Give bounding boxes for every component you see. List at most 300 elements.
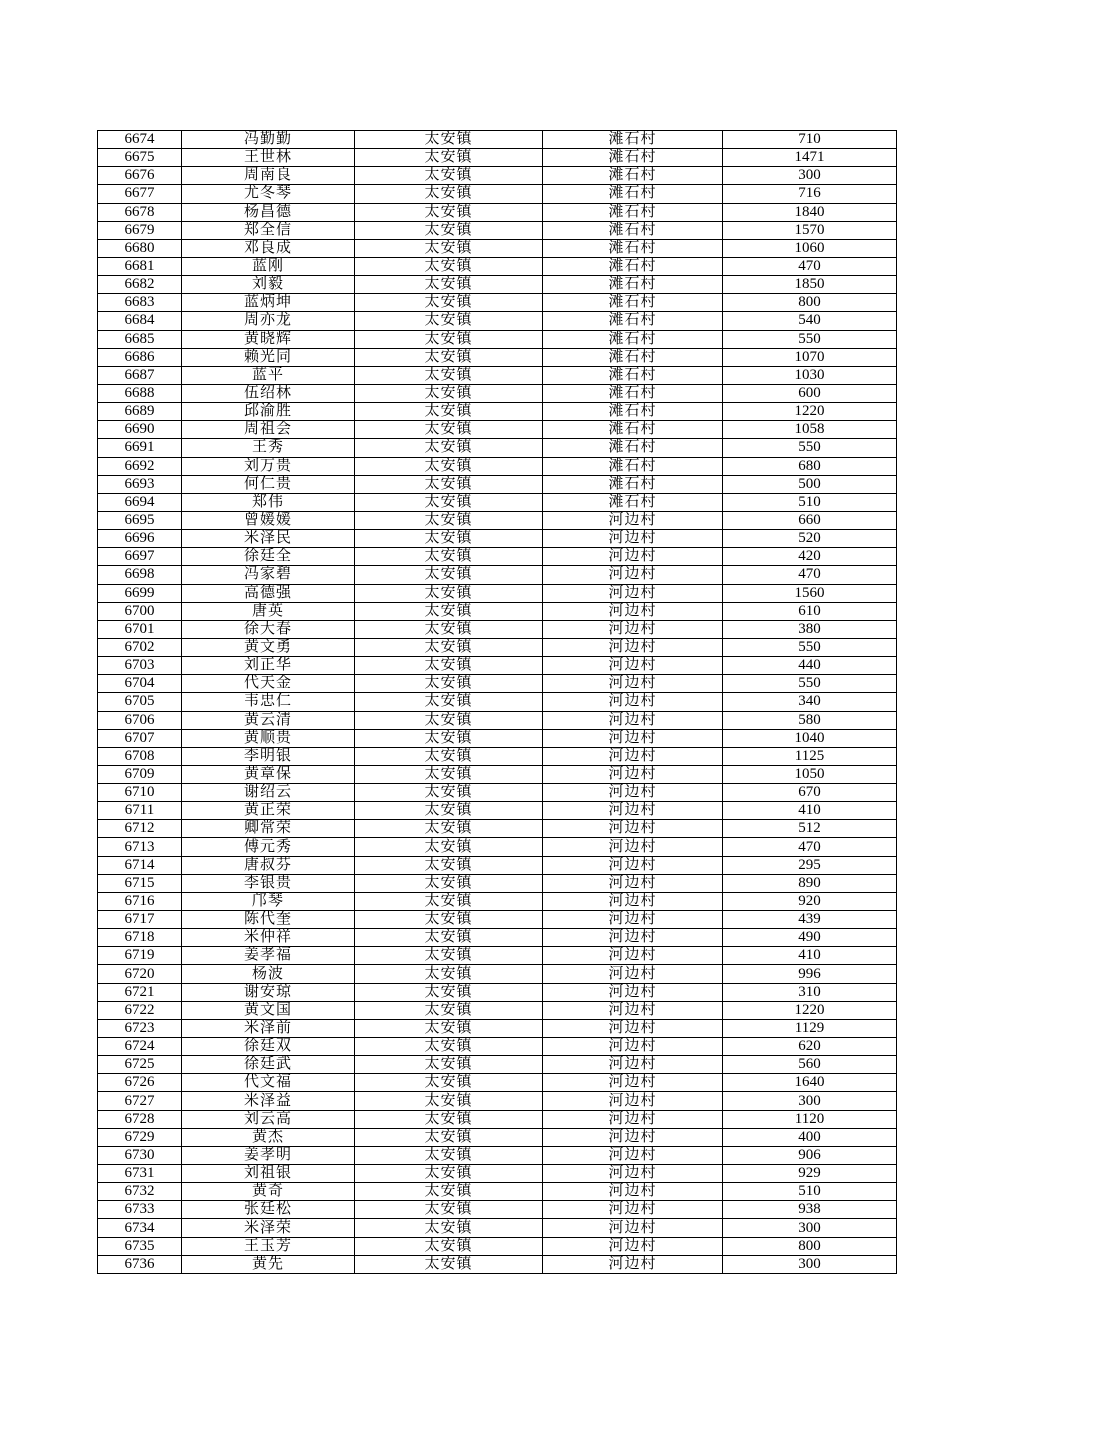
town-name: 太安镇	[355, 366, 543, 384]
village-name: 滩石村	[543, 366, 723, 384]
amount-value: 440	[723, 657, 897, 675]
village-name: 河边村	[543, 1183, 723, 1201]
amount-value: 295	[723, 856, 897, 874]
person-name: 刘万贵	[182, 457, 355, 475]
table-row	[98, 221, 897, 239]
village-name: 滩石村	[543, 185, 723, 203]
village-name: 河边村	[543, 1146, 723, 1164]
village-name: 河边村	[543, 911, 723, 929]
amount-value: 1060	[723, 239, 897, 257]
table-row	[98, 439, 897, 457]
amount-value: 512	[723, 820, 897, 838]
town-name: 太安镇	[355, 820, 543, 838]
town-name: 太安镇	[355, 1201, 543, 1219]
person-name: 米泽益	[182, 1092, 355, 1110]
table-row	[98, 675, 897, 693]
person-name: 姜孝福	[182, 947, 355, 965]
person-name: 刘毅	[182, 276, 355, 294]
town-name: 太安镇	[355, 1255, 543, 1273]
village-name: 河边村	[543, 548, 723, 566]
person-name: 王秀	[182, 439, 355, 457]
town-name: 太安镇	[355, 1128, 543, 1146]
village-name: 滩石村	[543, 257, 723, 275]
amount-value: 510	[723, 493, 897, 511]
amount-value: 996	[723, 965, 897, 983]
table-row	[98, 929, 897, 947]
town-name: 太安镇	[355, 566, 543, 584]
town-name: 太安镇	[355, 856, 543, 874]
village-name: 河边村	[543, 1201, 723, 1219]
person-name: 周南良	[182, 167, 355, 185]
amount-value: 620	[723, 1038, 897, 1056]
row-number: 6683	[98, 294, 182, 312]
village-name: 滩石村	[543, 149, 723, 167]
amount-value: 300	[723, 1255, 897, 1273]
person-name: 郑全信	[182, 221, 355, 239]
table-row	[98, 294, 897, 312]
amount-value: 490	[723, 929, 897, 947]
village-name: 河边村	[543, 1255, 723, 1273]
person-name: 徐廷双	[182, 1038, 355, 1056]
table-row	[98, 802, 897, 820]
row-number: 6681	[98, 257, 182, 275]
table-row	[98, 1038, 897, 1056]
person-name: 郑伟	[182, 493, 355, 511]
person-name: 韦忠仁	[182, 693, 355, 711]
village-name: 河边村	[543, 657, 723, 675]
person-name: 何仁贵	[182, 475, 355, 493]
amount-value: 1471	[723, 149, 897, 167]
person-name: 黄文国	[182, 1001, 355, 1019]
row-number: 6706	[98, 711, 182, 729]
person-name: 陈代奎	[182, 911, 355, 929]
village-name: 河边村	[543, 947, 723, 965]
person-name: 王世林	[182, 149, 355, 167]
row-number: 6707	[98, 729, 182, 747]
amount-value: 1129	[723, 1019, 897, 1037]
table-row	[98, 983, 897, 1001]
town-name: 太安镇	[355, 693, 543, 711]
row-number: 6679	[98, 221, 182, 239]
table-row	[98, 1110, 897, 1128]
person-name: 米仲祥	[182, 929, 355, 947]
table-row	[98, 602, 897, 620]
town-name: 太安镇	[355, 1219, 543, 1237]
table-row	[98, 693, 897, 711]
town-name: 太安镇	[355, 929, 543, 947]
person-name: 黄先	[182, 1255, 355, 1273]
person-name: 冯家碧	[182, 566, 355, 584]
village-name: 河边村	[543, 1128, 723, 1146]
row-number: 6723	[98, 1019, 182, 1037]
table-row	[98, 856, 897, 874]
amount-value: 580	[723, 711, 897, 729]
row-number: 6731	[98, 1165, 182, 1183]
village-name: 河边村	[543, 729, 723, 747]
town-name: 太安镇	[355, 131, 543, 149]
table-row	[98, 257, 897, 275]
amount-value: 1840	[723, 203, 897, 221]
row-number: 6703	[98, 657, 182, 675]
table-row	[98, 1255, 897, 1273]
amount-value: 550	[723, 638, 897, 656]
village-name: 河边村	[543, 1019, 723, 1037]
village-name: 河边村	[543, 1165, 723, 1183]
village-name: 滩石村	[543, 457, 723, 475]
person-name: 黄章保	[182, 765, 355, 783]
person-name: 米泽前	[182, 1019, 355, 1037]
village-name: 滩石村	[543, 421, 723, 439]
person-name: 唐叔芬	[182, 856, 355, 874]
person-name: 徐廷武	[182, 1056, 355, 1074]
village-name: 滩石村	[543, 294, 723, 312]
amount-value: 1125	[723, 747, 897, 765]
row-number: 6689	[98, 403, 182, 421]
town-name: 太安镇	[355, 1074, 543, 1092]
town-name: 太安镇	[355, 530, 543, 548]
row-number: 6736	[98, 1255, 182, 1273]
person-name: 王玉芳	[182, 1237, 355, 1255]
village-name: 河边村	[543, 965, 723, 983]
amount-value: 510	[723, 1183, 897, 1201]
row-number: 6733	[98, 1201, 182, 1219]
town-name: 太安镇	[355, 403, 543, 421]
table-row	[98, 348, 897, 366]
village-name: 滩石村	[543, 167, 723, 185]
table-row	[98, 566, 897, 584]
amount-value: 520	[723, 530, 897, 548]
row-number: 6697	[98, 548, 182, 566]
town-name: 太安镇	[355, 1056, 543, 1074]
person-name: 刘正华	[182, 657, 355, 675]
table-row	[98, 874, 897, 892]
person-name: 邓良成	[182, 239, 355, 257]
person-name: 杨昌德	[182, 203, 355, 221]
person-name: 张廷松	[182, 1201, 355, 1219]
table-row	[98, 330, 897, 348]
table-row	[98, 1183, 897, 1201]
town-name: 太安镇	[355, 1183, 543, 1201]
town-name: 太安镇	[355, 294, 543, 312]
town-name: 太安镇	[355, 874, 543, 892]
table-row	[98, 131, 897, 149]
person-name: 代天金	[182, 675, 355, 693]
table-row	[98, 892, 897, 910]
amount-value: 800	[723, 1237, 897, 1255]
village-name: 河边村	[543, 765, 723, 783]
village-name: 河边村	[543, 638, 723, 656]
amount-value: 1560	[723, 584, 897, 602]
village-name: 河边村	[543, 511, 723, 529]
row-number: 6730	[98, 1146, 182, 1164]
amount-value: 1030	[723, 366, 897, 384]
village-name: 河边村	[543, 584, 723, 602]
town-name: 太安镇	[355, 475, 543, 493]
row-number: 6709	[98, 765, 182, 783]
town-name: 太安镇	[355, 657, 543, 675]
row-number: 6725	[98, 1056, 182, 1074]
table-row	[98, 1201, 897, 1219]
row-number: 6726	[98, 1074, 182, 1092]
town-name: 太安镇	[355, 892, 543, 910]
amount-value: 1120	[723, 1110, 897, 1128]
town-name: 太安镇	[355, 675, 543, 693]
village-name: 河边村	[543, 620, 723, 638]
table-row	[98, 947, 897, 965]
table-row	[98, 1219, 897, 1237]
amount-value: 1050	[723, 765, 897, 783]
row-number: 6735	[98, 1237, 182, 1255]
town-name: 太安镇	[355, 149, 543, 167]
amount-value: 710	[723, 131, 897, 149]
person-name: 卿常荣	[182, 820, 355, 838]
village-name: 滩石村	[543, 439, 723, 457]
village-name: 滩石村	[543, 384, 723, 402]
person-name: 姜孝明	[182, 1146, 355, 1164]
person-name: 蓝平	[182, 366, 355, 384]
village-name: 河边村	[543, 747, 723, 765]
row-number: 6710	[98, 784, 182, 802]
person-name: 李银贵	[182, 874, 355, 892]
table-row	[98, 1128, 897, 1146]
person-name: 周亦龙	[182, 312, 355, 330]
table-row	[98, 276, 897, 294]
village-name: 滩石村	[543, 239, 723, 257]
village-name: 河边村	[543, 693, 723, 711]
person-name: 黄奇	[182, 1183, 355, 1201]
town-name: 太安镇	[355, 185, 543, 203]
village-name: 河边村	[543, 874, 723, 892]
amount-value: 410	[723, 802, 897, 820]
person-name: 邝琴	[182, 892, 355, 910]
town-name: 太安镇	[355, 167, 543, 185]
table-row	[98, 1001, 897, 1019]
person-name: 曾媛媛	[182, 511, 355, 529]
row-number: 6722	[98, 1001, 182, 1019]
person-name: 赖光同	[182, 348, 355, 366]
amount-value: 680	[723, 457, 897, 475]
village-name: 滩石村	[543, 131, 723, 149]
village-name: 河边村	[543, 602, 723, 620]
table-row	[98, 457, 897, 475]
table-row	[98, 765, 897, 783]
row-number: 6701	[98, 620, 182, 638]
table-row	[98, 511, 897, 529]
village-name: 河边村	[543, 711, 723, 729]
row-number: 6674	[98, 131, 182, 149]
person-name: 伍绍林	[182, 384, 355, 402]
row-number: 6675	[98, 149, 182, 167]
table-row	[98, 838, 897, 856]
town-name: 太安镇	[355, 729, 543, 747]
table-row	[98, 239, 897, 257]
village-name: 河边村	[543, 1237, 723, 1255]
row-number: 6678	[98, 203, 182, 221]
town-name: 太安镇	[355, 838, 543, 856]
amount-value: 1220	[723, 1001, 897, 1019]
village-name: 河边村	[543, 530, 723, 548]
row-number: 6705	[98, 693, 182, 711]
amount-value: 300	[723, 1092, 897, 1110]
village-name: 河边村	[543, 1001, 723, 1019]
village-name: 河边村	[543, 820, 723, 838]
table-row	[98, 421, 897, 439]
village-name: 河边村	[543, 1092, 723, 1110]
row-number: 6702	[98, 638, 182, 656]
person-name: 蓝炳坤	[182, 294, 355, 312]
amount-value: 1220	[723, 403, 897, 421]
person-name: 傅元秀	[182, 838, 355, 856]
person-name: 代文福	[182, 1074, 355, 1092]
row-number: 6729	[98, 1128, 182, 1146]
table-row	[98, 1056, 897, 1074]
person-name: 米泽荣	[182, 1219, 355, 1237]
village-name: 河边村	[543, 566, 723, 584]
amount-value: 800	[723, 294, 897, 312]
town-name: 太安镇	[355, 602, 543, 620]
town-name: 太安镇	[355, 384, 543, 402]
table-row	[98, 911, 897, 929]
row-number: 6693	[98, 475, 182, 493]
village-name: 滩石村	[543, 475, 723, 493]
table-row	[98, 493, 897, 511]
village-name: 滩石村	[543, 276, 723, 294]
row-number: 6677	[98, 185, 182, 203]
person-name: 谢安琼	[182, 983, 355, 1001]
table-row	[98, 548, 897, 566]
amount-value: 716	[723, 185, 897, 203]
town-name: 太安镇	[355, 1038, 543, 1056]
table-row	[98, 1165, 897, 1183]
town-name: 太安镇	[355, 1092, 543, 1110]
row-number: 6691	[98, 439, 182, 457]
amount-value: 1640	[723, 1074, 897, 1092]
person-name: 刘祖银	[182, 1165, 355, 1183]
village-name: 河边村	[543, 856, 723, 874]
person-name: 高德强	[182, 584, 355, 602]
person-name: 刘云高	[182, 1110, 355, 1128]
table-row	[98, 747, 897, 765]
amount-value: 610	[723, 602, 897, 620]
town-name: 太安镇	[355, 330, 543, 348]
row-number: 6700	[98, 602, 182, 620]
town-name: 太安镇	[355, 221, 543, 239]
person-name: 黄顺贵	[182, 729, 355, 747]
person-name: 周祖会	[182, 421, 355, 439]
table-row	[98, 1074, 897, 1092]
person-name: 邱渝胜	[182, 403, 355, 421]
village-name: 滩石村	[543, 348, 723, 366]
amount-value: 1040	[723, 729, 897, 747]
row-number: 6704	[98, 675, 182, 693]
table-row	[98, 366, 897, 384]
table-row	[98, 711, 897, 729]
amount-value: 1058	[723, 421, 897, 439]
table-row	[98, 384, 897, 402]
town-name: 太安镇	[355, 239, 543, 257]
row-number: 6714	[98, 856, 182, 874]
village-name: 河边村	[543, 675, 723, 693]
village-name: 滩石村	[543, 312, 723, 330]
person-name: 谢绍云	[182, 784, 355, 802]
table-row	[98, 820, 897, 838]
village-name: 河边村	[543, 784, 723, 802]
amount-value: 1850	[723, 276, 897, 294]
person-name: 徐廷全	[182, 548, 355, 566]
person-name: 黄云清	[182, 711, 355, 729]
table-row	[98, 620, 897, 638]
amount-value: 470	[723, 838, 897, 856]
amount-value: 340	[723, 693, 897, 711]
town-name: 太安镇	[355, 1110, 543, 1128]
data-table	[97, 130, 897, 1274]
table-row	[98, 203, 897, 221]
table-row	[98, 729, 897, 747]
row-number: 6734	[98, 1219, 182, 1237]
row-number: 6676	[98, 167, 182, 185]
village-name: 河边村	[543, 1219, 723, 1237]
person-name: 米泽民	[182, 530, 355, 548]
town-name: 太安镇	[355, 1001, 543, 1019]
town-name: 太安镇	[355, 747, 543, 765]
town-name: 太安镇	[355, 784, 543, 802]
row-number: 6695	[98, 511, 182, 529]
town-name: 太安镇	[355, 620, 543, 638]
row-number: 6690	[98, 421, 182, 439]
amount-value: 310	[723, 983, 897, 1001]
town-name: 太安镇	[355, 257, 543, 275]
town-name: 太安镇	[355, 1165, 543, 1183]
town-name: 太安镇	[355, 421, 543, 439]
row-number: 6699	[98, 584, 182, 602]
amount-value: 1570	[723, 221, 897, 239]
amount-value: 929	[723, 1165, 897, 1183]
amount-value: 550	[723, 675, 897, 693]
village-name: 河边村	[543, 983, 723, 1001]
town-name: 太安镇	[355, 765, 543, 783]
amount-value: 600	[723, 384, 897, 402]
village-name: 河边村	[543, 1110, 723, 1128]
town-name: 太安镇	[355, 983, 543, 1001]
amount-value: 890	[723, 874, 897, 892]
row-number: 6696	[98, 530, 182, 548]
row-number: 6732	[98, 1183, 182, 1201]
table-row	[98, 167, 897, 185]
amount-value: 380	[723, 620, 897, 638]
town-name: 太安镇	[355, 1237, 543, 1255]
town-name: 太安镇	[355, 947, 543, 965]
amount-value: 550	[723, 330, 897, 348]
row-number: 6680	[98, 239, 182, 257]
amount-value: 1070	[723, 348, 897, 366]
village-name: 滩石村	[543, 221, 723, 239]
row-number: 6720	[98, 965, 182, 983]
town-name: 太安镇	[355, 548, 543, 566]
town-name: 太安镇	[355, 1019, 543, 1037]
row-number: 6711	[98, 802, 182, 820]
amount-value: 470	[723, 257, 897, 275]
amount-value: 500	[723, 475, 897, 493]
row-number: 6717	[98, 911, 182, 929]
town-name: 太安镇	[355, 511, 543, 529]
table-row	[98, 530, 897, 548]
amount-value: 938	[723, 1201, 897, 1219]
amount-value: 906	[723, 1146, 897, 1164]
amount-value: 410	[723, 947, 897, 965]
amount-value: 540	[723, 312, 897, 330]
table-row	[98, 638, 897, 656]
row-number: 6685	[98, 330, 182, 348]
